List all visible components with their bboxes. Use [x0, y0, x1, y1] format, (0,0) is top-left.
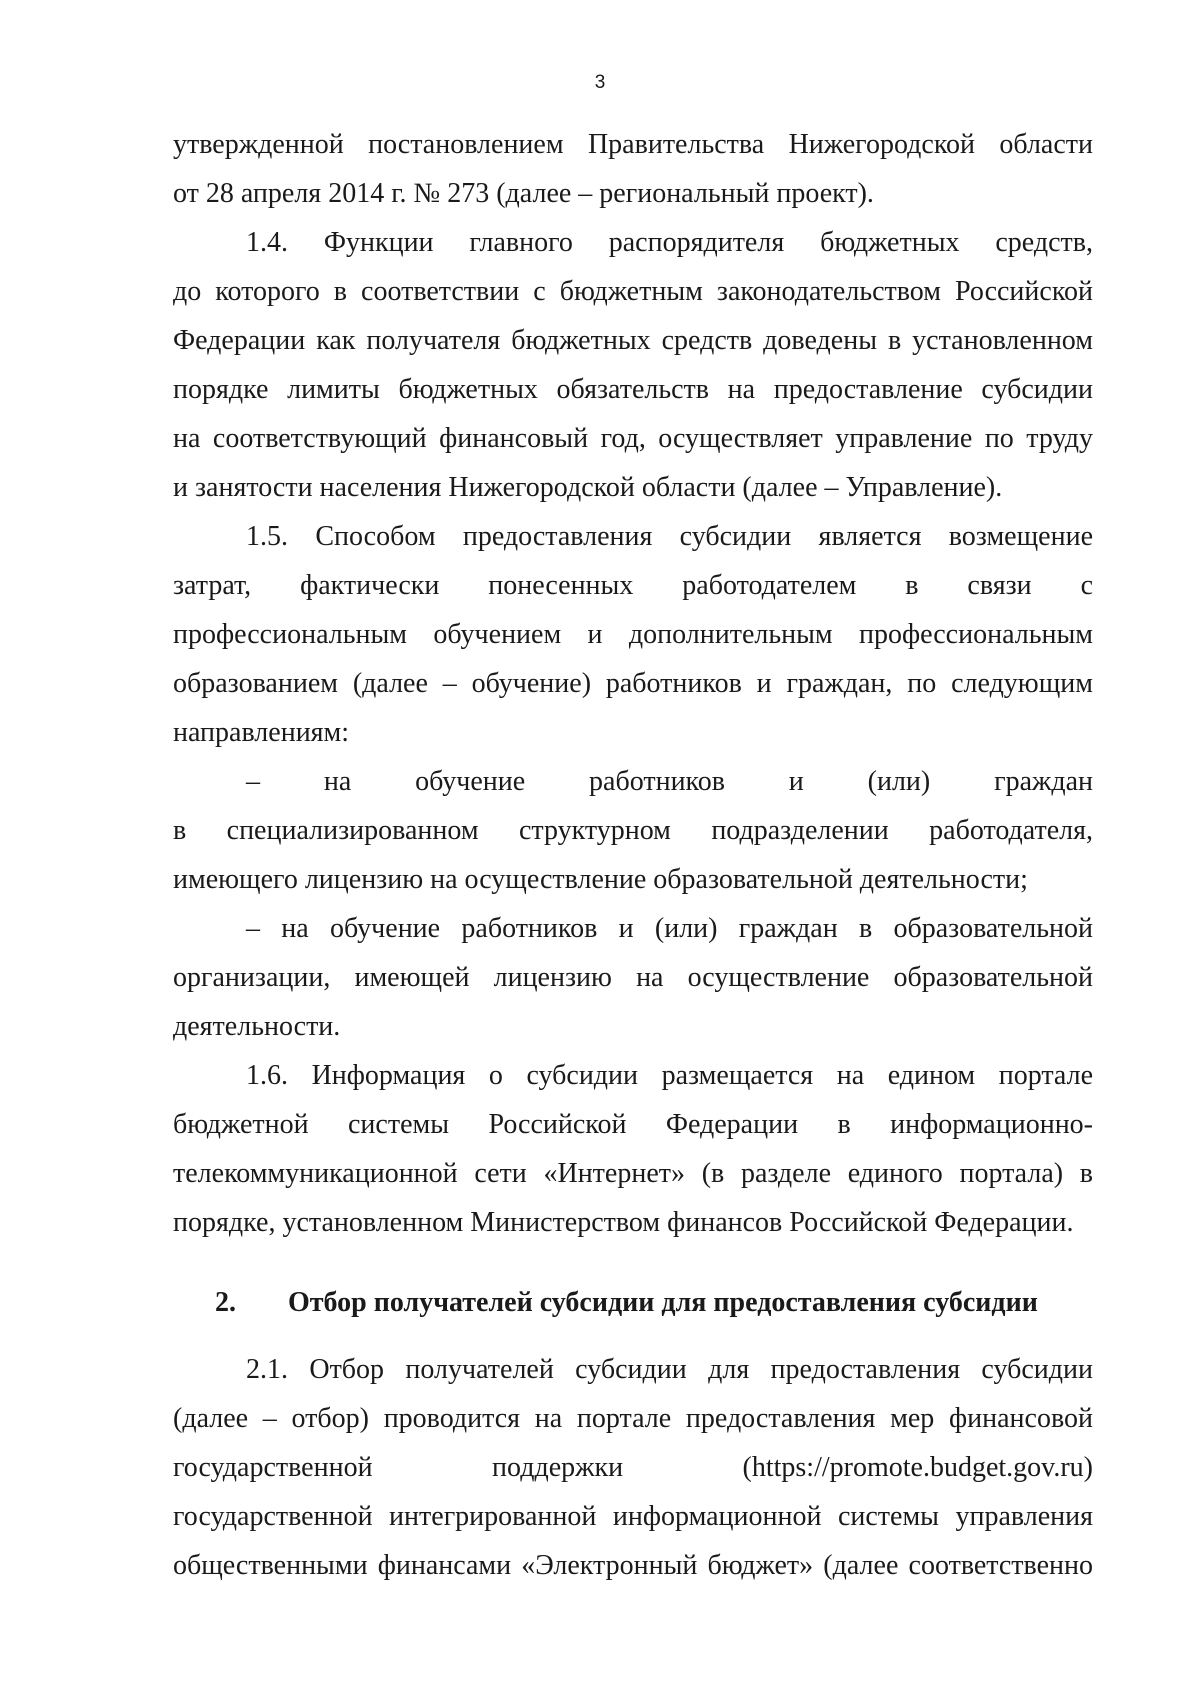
section-heading	[173, 1278, 1093, 1327]
text-line: порядке, установленном Министерством финансов Российской Федерации.	[173, 1207, 1074, 1238]
text-line: до которого в соответствии с бюджетным законодательством Российской	[173, 276, 1093, 307]
text-line: государственной поддержки (https://promote.budget.gov.ru)	[173, 1452, 1093, 1483]
text-line: профессиональным обучением и дополнительным профессиональным	[173, 619, 1093, 650]
text-line: затрат, фактически понесенных работодателем в связи с	[173, 570, 1093, 601]
text-line: в специализированном структурном подразделении работодателя,	[173, 815, 1093, 846]
paragraph-1-5-line: 1.5. Способом предоставления субсидии является возмещение	[246, 521, 1093, 552]
text-line: образованием (далее – обучение) работников и граждан, по следующим	[173, 668, 1093, 699]
text-line: порядке лимиты бюджетных обязательств на предоставление субсидии	[173, 374, 1093, 405]
paragraph-2-1-line: 2.1. Отбор получателей субсидии для предоставления субсидии	[246, 1354, 1093, 1385]
text-line: на соответствующий финансовый год, осуществляет управление по труду	[173, 423, 1093, 454]
page-number: 3	[594, 72, 606, 93]
text-line: утвержденной постановлением Правительства Нижегородской области	[173, 129, 1093, 160]
text-line: телекоммуникационной сети «Интернет» (в разделе единого портала) в	[173, 1158, 1093, 1189]
paragraph-1-4-line: 1.4. Функции главного распорядителя бюджетных средств,	[246, 227, 1093, 258]
section-number: 2.	[215, 1287, 236, 1318]
text-line: направлениям:	[173, 717, 350, 748]
text-line: общественными финансами «Электронный бюджет» (далее соответственно	[173, 1550, 1093, 1581]
paragraph-1-6-line: 1.6. Информация о субсидии размещается на едином портале	[246, 1060, 1093, 1091]
text-line: и занятости населения Нижегородской области (далее – Управление).	[173, 472, 1003, 503]
text-line: имеющего лицензию на осуществление образовательной деятельности;	[173, 864, 1028, 895]
text-line: (далее – отбор) проводится на портале предоставления мер финансовой	[173, 1403, 1093, 1434]
text-line: бюджетной системы Российской Федерации в информационно-	[173, 1109, 1093, 1140]
text-line: от 28 апреля 2014 г. № 273 (далее – региональный проект).	[173, 178, 874, 209]
text-line: государственной интегрированной информационной системы управления	[173, 1501, 1093, 1532]
document-body	[173, 120, 1093, 1590]
text-line: организации, имеющей лицензию на осуществление образовательной	[173, 962, 1093, 993]
text-line: деятельности.	[173, 1011, 341, 1042]
list-item-dash: – на обучение работников и (или) граждан в образовательной	[246, 913, 1093, 944]
text-line: Федерации как получателя бюджетных средств доведены в установленном	[173, 325, 1093, 356]
section-title: Отбор получателей субсидии для предоставления субсидии	[288, 1287, 1038, 1318]
list-item-dash: – на обучение работников и (или) граждан	[246, 766, 1093, 797]
